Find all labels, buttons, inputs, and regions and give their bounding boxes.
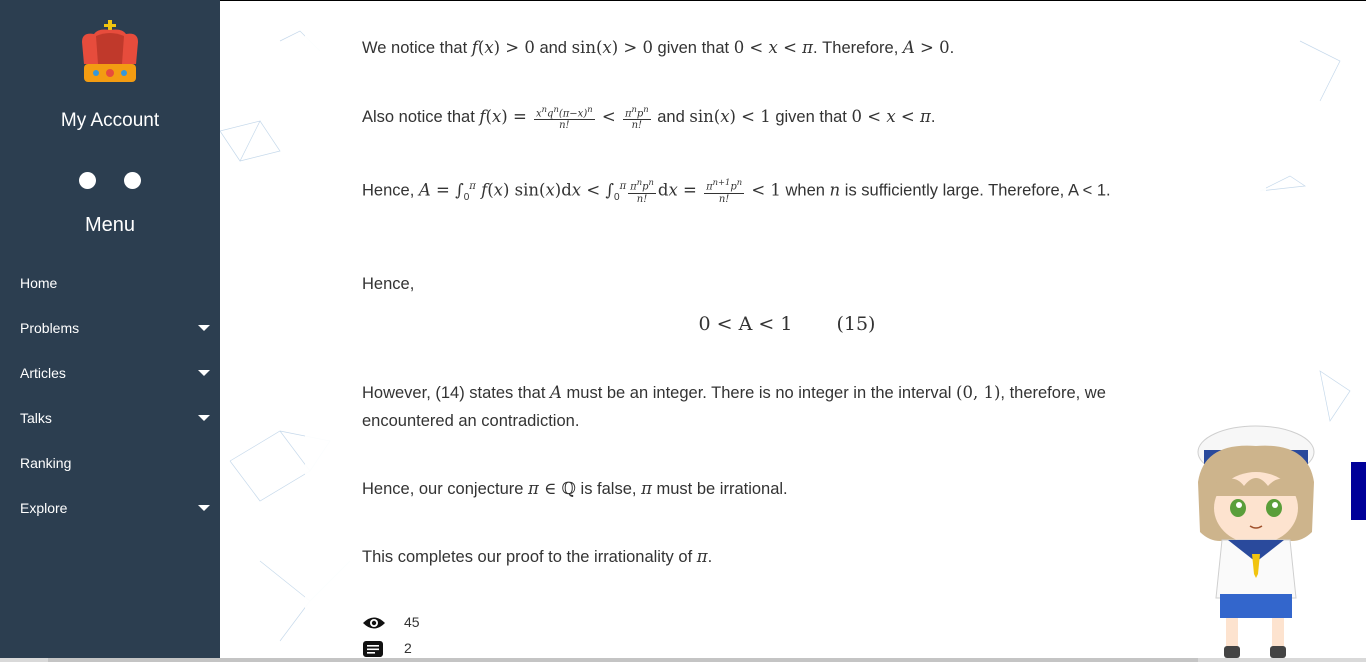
- sidebar-item-ranking[interactable]: [0, 448, 220, 493]
- sidebar-item-articles[interactable]: [0, 358, 220, 403]
- sidebar-item-talks[interactable]: [0, 403, 220, 448]
- paragraph-text: Also notice that: [362, 108, 480, 126]
- caret-down-icon: [198, 505, 210, 511]
- crown-icon[interactable]: [76, 20, 144, 88]
- paragraph-text: when: [780, 181, 830, 200]
- paragraph-text: This completes our proof to the irrationality of: [362, 548, 697, 566]
- account-title[interactable]: My Account: [60, 110, 160, 131]
- paragraph: Hence, $A = \int_0^\pi$ f(x) $\sin(x)dx < \int_0^\pi$ $\frac{\pi^np^n}{n!}$ dx = $\frac{\pi^{n+1}p^n}{n!}$ < 1 when n is sufficiently large. Therefore, A < 1.: [362, 177, 1111, 205]
- equation-number: (15): [836, 313, 876, 335]
- paragraph-text: is false,: [575, 480, 642, 498]
- scrollbar-thumb[interactable]: [48, 658, 1198, 662]
- paragraph-text: However, (14) states that: [362, 384, 551, 402]
- sidebar-item-home[interactable]: [0, 268, 220, 313]
- paragraph-text: . Therefore,: [813, 39, 903, 57]
- paragraph-text: .: [707, 548, 713, 566]
- sidebar-item-explore[interactable]: [0, 493, 220, 538]
- sidebar-item-label: Talks: [20, 410, 52, 426]
- eye-icon: [362, 615, 386, 631]
- paragraph-text: Hence,: [362, 181, 419, 200]
- paragraph-text: is sufficiently large. Therefore, A < 1.: [840, 181, 1111, 200]
- menu-title: Menu: [84, 214, 136, 236]
- caret-down-icon: [198, 370, 210, 376]
- paragraph: Also notice that f(x) = $\frac{x^nq^n(\pi-x)^n}{n!}$ < $\frac{\pi^np^n}{n!}$ and sin(x) < 1 given that 0 < x < π.: [362, 103, 936, 132]
- sidebar-item-label: Home: [20, 275, 58, 291]
- caret-down-icon: [198, 325, 210, 331]
- paragraph-text: and: [652, 108, 690, 126]
- paragraph: However, (14) states that A must be an integer. There is no integer in the interval (0, 1), therefore, we encountered an contradiction.: [362, 383, 1106, 430]
- paragraph-text: must be irrational.: [651, 480, 788, 498]
- mascot-image[interactable]: [1184, 422, 1324, 662]
- paragraph: Hence, our conjecture π ∈ ℚ is false, π must be irrational.: [362, 479, 788, 498]
- paragraph-text: , therefore, we encountered an contradiction.: [362, 384, 1106, 430]
- paragraph-text: and: [534, 39, 572, 57]
- paragraph-text: We notice that: [362, 39, 472, 57]
- paragraph-text: given that: [770, 108, 852, 126]
- paragraph-text: .: [930, 108, 936, 126]
- caret-down-icon: [198, 415, 210, 421]
- math-fraction: $\frac{\pi^{n+1}p^n}{n!}$: [706, 177, 743, 205]
- sidebar-item-label: Ranking: [20, 455, 72, 471]
- status-dots: [79, 172, 143, 190]
- math-fraction: $\frac{x^nq^n(\pi-x)^n}{n!}$: [536, 103, 593, 132]
- paragraph: We notice that f(x) > 0 and sin(x) > 0 given that 0 < x < π. Therefore, A > 0.: [362, 38, 955, 57]
- equation-body: 0 < A < 1: [698, 313, 793, 335]
- sidebar-item-problems[interactable]: [0, 313, 220, 358]
- side-tab[interactable]: [1351, 462, 1366, 520]
- sidebar-item-label: Problems: [20, 320, 80, 336]
- paragraph-text: Hence, our conjecture: [362, 480, 529, 498]
- sidebar: [0, 0, 220, 662]
- sidebar-item-label: Explore: [20, 500, 68, 516]
- views-count: 45: [404, 614, 420, 630]
- paragraph-text: .: [949, 39, 955, 57]
- comments-count: 2: [404, 640, 412, 656]
- sidebar-item-label: Articles: [20, 365, 66, 381]
- paragraph-text: must be an integer. There is no integer in the interval: [561, 384, 957, 402]
- dot-indicator[interactable]: [79, 172, 96, 189]
- dot-indicator[interactable]: [124, 172, 141, 189]
- paragraph: This completes our proof to the irrationality of π.: [362, 547, 713, 566]
- display-equation: [362, 313, 1212, 335]
- paragraph: Hence,: [362, 275, 415, 293]
- sidebar-nav: [0, 268, 220, 538]
- paragraph-text: given that: [652, 39, 734, 57]
- math-fraction: $\frac{\pi^np^n}{n!}$: [624, 103, 649, 132]
- comment-icon: [362, 641, 384, 657]
- math-fraction: $\frac{\pi^np^n}{n!}$: [630, 177, 654, 205]
- math-expression: f: [471, 38, 478, 57]
